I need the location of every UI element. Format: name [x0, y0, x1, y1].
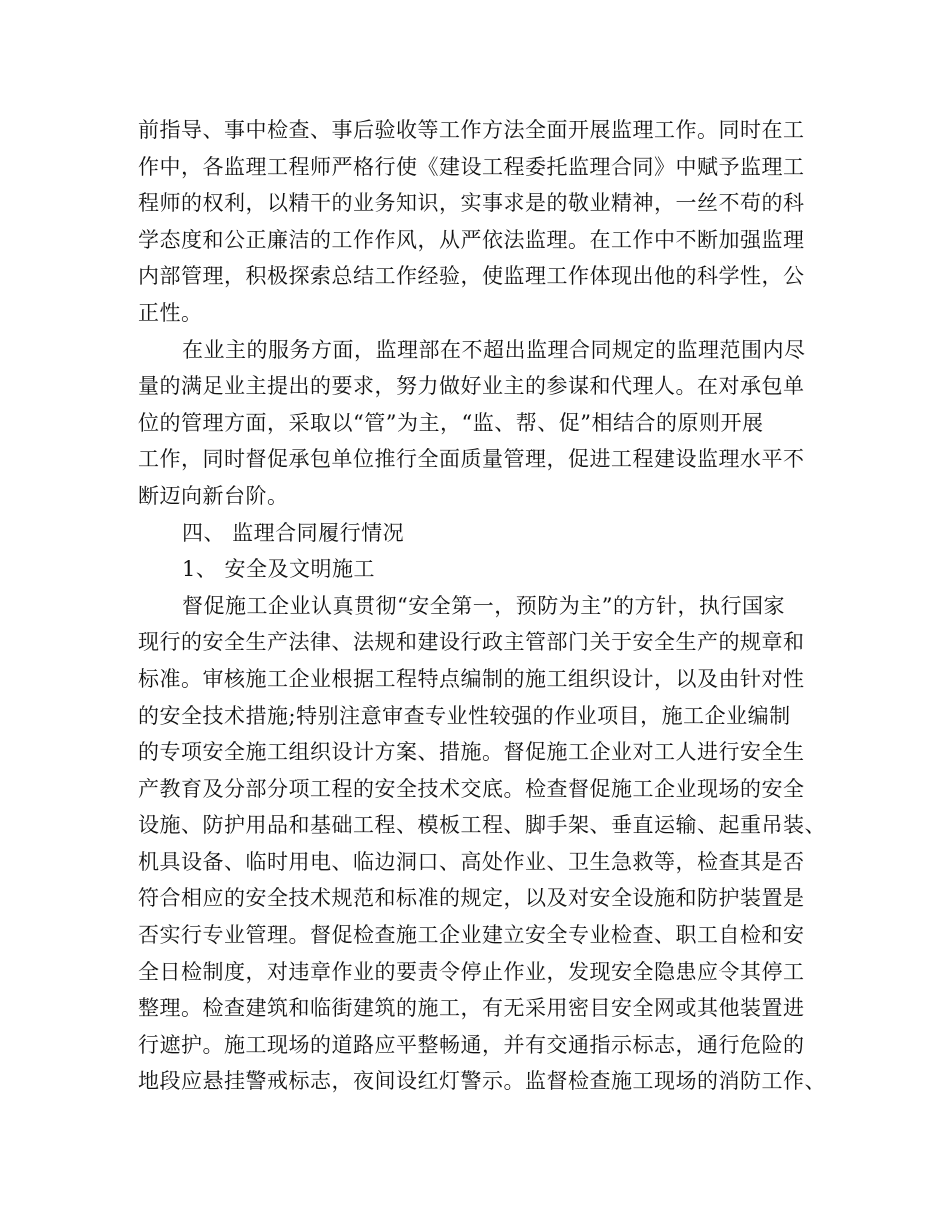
text-line: 内部管理，积极探索总结工作经验，使监理工作体现出他的科学性，公 — [138, 264, 805, 289]
text-line: 现行的安全生产法律、法规和建设行政主管部门关于安全生产的规章和 — [138, 630, 805, 655]
text-line: 作中，各监理工程师严格行使《建设工程委托监理合同》中赋予监理工 — [138, 154, 805, 179]
text-line: 的专项安全施工组织设计方案、措施。督促施工企业对工人进行安全生 — [138, 740, 805, 765]
text-line: 产教育及分部分项工程的安全技术交底。检查督促施工企业现场的安全 — [138, 776, 805, 801]
text-line: 地段应悬挂警戒标志，夜间设红灯警示。监督检查施工现场的消防工作、 — [138, 1069, 826, 1094]
text-line: 工作，同时督促承包单位推行全面质量管理，促进工程建设监理水平不 — [138, 447, 805, 472]
text-line: 设施、防护用品和基础工程、模板工程、脚手架、垂直运输、起重吊装、 — [138, 813, 826, 838]
document-body — [138, 112, 828, 1100]
text-line: 断迈向新台阶。 — [138, 483, 289, 508]
text-line: 量的满足业主提出的要求，努力做好业主的参谋和代理人。在对承包单 — [138, 374, 805, 399]
text-line: 1、 安全及文明施工 — [182, 557, 376, 582]
text-line: 正性。 — [138, 300, 203, 325]
text-line: 程师的权利，以精干的业务知识，实事求是的敬业精神，一丝不苟的科 — [138, 191, 805, 216]
text-line: 符合相应的安全技术规范和标准的规定，以及对安全设施和防护装置是 — [138, 886, 805, 911]
paragraph — [138, 551, 828, 588]
text-line: 整理。检查建筑和临街建筑的施工，有无采用密目安全网或其他装置进 — [138, 996, 805, 1021]
text-line: 位的管理方面，采取以“管”为主，“监、帮、促”相结合的原则开展 — [138, 410, 764, 435]
text-line: 行遮护。施工现场的道路应平整畅通，并有交通指示标志，通行危险的 — [138, 1032, 805, 1057]
text-line: 否实行专业管理。督促检查施工企业建立安全专业检查、职工自检和安 — [138, 923, 805, 948]
text-line: 前指导、事中检查、事后验收等工作方法全面开展监理工作。同时在工 — [138, 118, 805, 142]
paragraph — [138, 588, 828, 1100]
text-line: 标准。审核施工企业根据工程特点编制的施工组织设计，以及由针对性 — [138, 666, 805, 691]
paragraph — [138, 332, 828, 515]
text-line: 的安全技术措施;特别注意审查专业性较强的作业项目，施工企业编制 — [138, 703, 791, 728]
text-line: 四、 监理合同履行情况 — [182, 520, 405, 545]
text-line: 学态度和公正廉洁的工作作风，从严依法监理。在工作中不断加强监理 — [138, 227, 805, 252]
text-line: 在业主的服务方面，监理部在不超出监理合同规定的监理范围内尽 — [182, 337, 806, 362]
text-line: 机具设备、临时用电、临边洞口、高处作业、卫生急救等，检查其是否 — [138, 849, 805, 874]
text-line: 督促施工企业认真贯彻“安全第一，预防为主”的方针，执行国家 — [182, 593, 785, 618]
paragraph — [138, 515, 828, 552]
text-line: 全日检制度，对违章作业的要责令停止作业，发现安全隐患应令其停工 — [138, 959, 805, 984]
paragraph — [138, 112, 828, 332]
